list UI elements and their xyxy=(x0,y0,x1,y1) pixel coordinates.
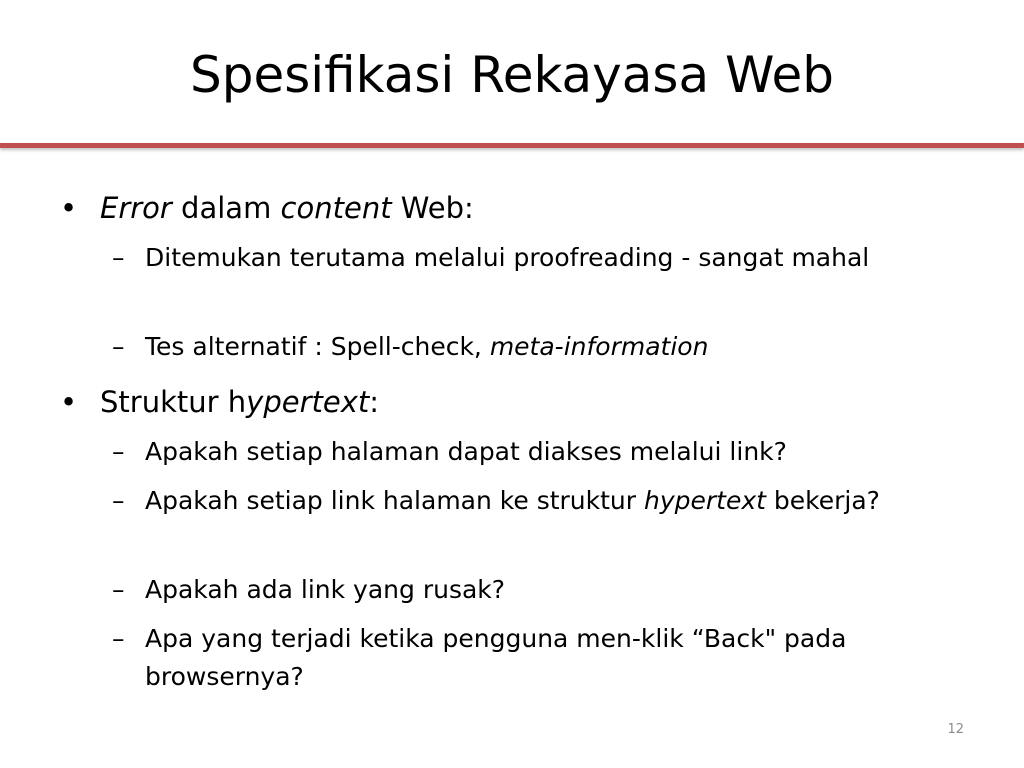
sub-bullet-back-button: Apa yang terjadi ketika pengguna men-klik “Back" pada browsernya? xyxy=(145,624,847,691)
sub-bullet-dash: – xyxy=(112,332,125,361)
sub-bullet-italic: hypertext xyxy=(644,486,766,515)
bullet-dot: • xyxy=(60,385,78,419)
bullet-text: : xyxy=(369,385,380,419)
sub-bullet-page-access: Apakah setiap halaman dapat diakses melalui link? xyxy=(145,437,787,466)
bullet-text: Struktur h xyxy=(100,385,247,419)
sub-bullet-dash: – xyxy=(112,624,125,653)
page-number: 12 xyxy=(947,722,964,737)
bullet-item-error xyxy=(100,188,474,228)
sub-bullet-dash: – xyxy=(112,437,125,466)
sub-bullet-text: bekerja? xyxy=(765,486,880,515)
sub-bullet-italic: meta-information xyxy=(489,332,709,361)
bullet-italic: ypertext xyxy=(246,385,370,419)
sub-bullet-proofreading: Ditemukan terutama melalui proofreading - sangat mahal xyxy=(145,243,870,272)
sub-bullet-text: Tes alternatif : Spell-check, xyxy=(145,332,490,361)
sub-bullet-dash: – xyxy=(112,243,125,272)
sub-bullet-alternative-tests xyxy=(145,328,985,366)
slide-title: Spesifikasi Rekayasa Web xyxy=(189,46,835,104)
bullet-text: Web: xyxy=(391,191,474,225)
bullet-item-hypertext-structure xyxy=(100,382,379,422)
bullet-italic: Error xyxy=(100,191,172,225)
sub-bullet-dash: – xyxy=(112,486,125,515)
bullet-text: dalam xyxy=(171,191,281,225)
sub-bullet-link-structure xyxy=(145,482,985,520)
sub-bullet-dash: – xyxy=(112,575,125,604)
bullet-italic: content xyxy=(280,191,392,225)
sub-bullet-broken-links: Apakah ada link yang rusak? xyxy=(145,575,506,604)
sub-bullet-text: Apakah setiap link halaman ke struktur xyxy=(145,486,644,515)
bullet-dot: • xyxy=(60,191,78,225)
